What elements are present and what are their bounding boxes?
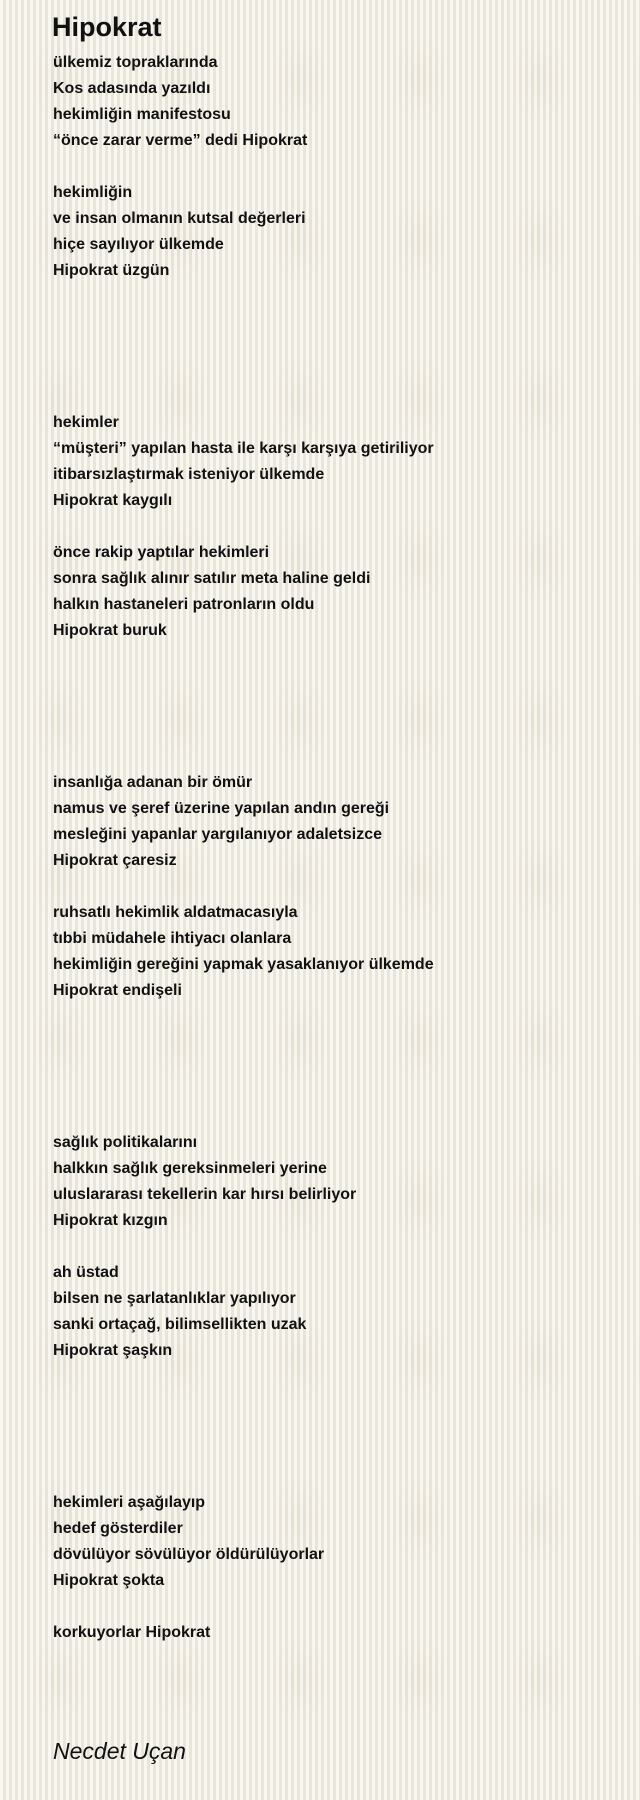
- poem-line: ah üstad: [53, 1264, 119, 1281]
- poem-line: Hipokrat çaresiz: [53, 852, 177, 869]
- poem-line: korkuyorlar Hipokrat: [53, 1624, 211, 1641]
- poem-line: namus ve şeref üzerine yapılan andın gereği: [53, 800, 390, 817]
- poem-line: Hipokrat şokta: [53, 1572, 165, 1589]
- poem-line: sanki ortaçağ, bilimsellikten uzak: [53, 1316, 307, 1333]
- poem-line: hiçe sayılıyor ülkemde: [53, 236, 224, 253]
- poem-line: hekimliğin gereğini yapmak yasaklanıyor ülkemde: [53, 956, 434, 973]
- poem-line: hedef gösterdiler: [53, 1520, 183, 1537]
- poem-line: “müşteri” yapılan hasta ile karşı karşıya getiriliyor: [53, 440, 434, 457]
- poem-line: Kos adasında yazıldı: [53, 80, 211, 97]
- poem-author: Necdet Uçan: [53, 1738, 186, 1764]
- stanza-6: [53, 900, 613, 1004]
- poem-line: ruhsatlı hekimlik aldatmacasıyla: [53, 904, 298, 921]
- poem-title: Hipokrat: [52, 12, 162, 42]
- poem-line: hekimliğin: [53, 184, 133, 201]
- poem-line: dövülüyor sövülüyor öldürülüyorlar: [53, 1546, 325, 1563]
- poem-line: sağlık politikalarını: [53, 1134, 198, 1151]
- poem-line: insanlığa adanan bir ömür: [53, 774, 253, 791]
- poem-line: tıbbi müdahele ihtiyacı olanlara: [53, 930, 292, 947]
- stanza-1: [53, 50, 613, 154]
- stanza-9: [53, 1490, 613, 1594]
- poem-line: Hipokrat kızgın: [53, 1212, 168, 1229]
- poem-line: halkkın sağlık gereksinmeleri yerine: [53, 1160, 327, 1177]
- poem-line: Hipokrat şaşkın: [53, 1342, 173, 1359]
- poem-line: uluslararası tekellerin kar hırsı belirliyor: [53, 1186, 357, 1203]
- poem-line: ve insan olmanın kutsal değerleri: [53, 210, 306, 227]
- poem-line: Hipokrat kaygılı: [53, 492, 173, 509]
- stanza-2: [53, 180, 613, 284]
- poem-line: ülkemiz topraklarında: [53, 54, 218, 71]
- poem-line: hekimliğin manifestosu: [53, 106, 231, 123]
- poem-line: hekimleri aşağılayıp: [53, 1494, 206, 1511]
- poem-line: halkın hastaneleri patronların oldu: [53, 596, 315, 613]
- stanza-3: [53, 410, 613, 514]
- poem-line: önce rakip yaptılar hekimleri: [53, 544, 270, 561]
- stanza-5: [53, 770, 613, 874]
- poem-line: hekimler: [53, 414, 119, 431]
- stanza-7: [53, 1130, 613, 1234]
- stanza-4: [53, 540, 613, 644]
- poem-line: sonra sağlık alınır satılır meta haline geldi: [53, 570, 371, 587]
- stanza-10: [53, 1620, 613, 1646]
- poem-line: Hipokrat üzgün: [53, 262, 170, 279]
- poem-line: mesleğini yapanlar yargılanıyor adaletsizce: [53, 826, 383, 843]
- poem-line: bilsen ne şarlatanlıklar yapılıyor: [53, 1290, 296, 1307]
- poem-line: Hipokrat endişeli: [53, 982, 182, 999]
- stanza-8: [53, 1260, 613, 1364]
- poem-line: itibarsızlaştırmak isteniyor ülkemde: [53, 466, 325, 483]
- poem-line: “önce zarar verme” dedi Hipokrat: [53, 132, 308, 149]
- poem-line: Hipokrat buruk: [53, 622, 167, 639]
